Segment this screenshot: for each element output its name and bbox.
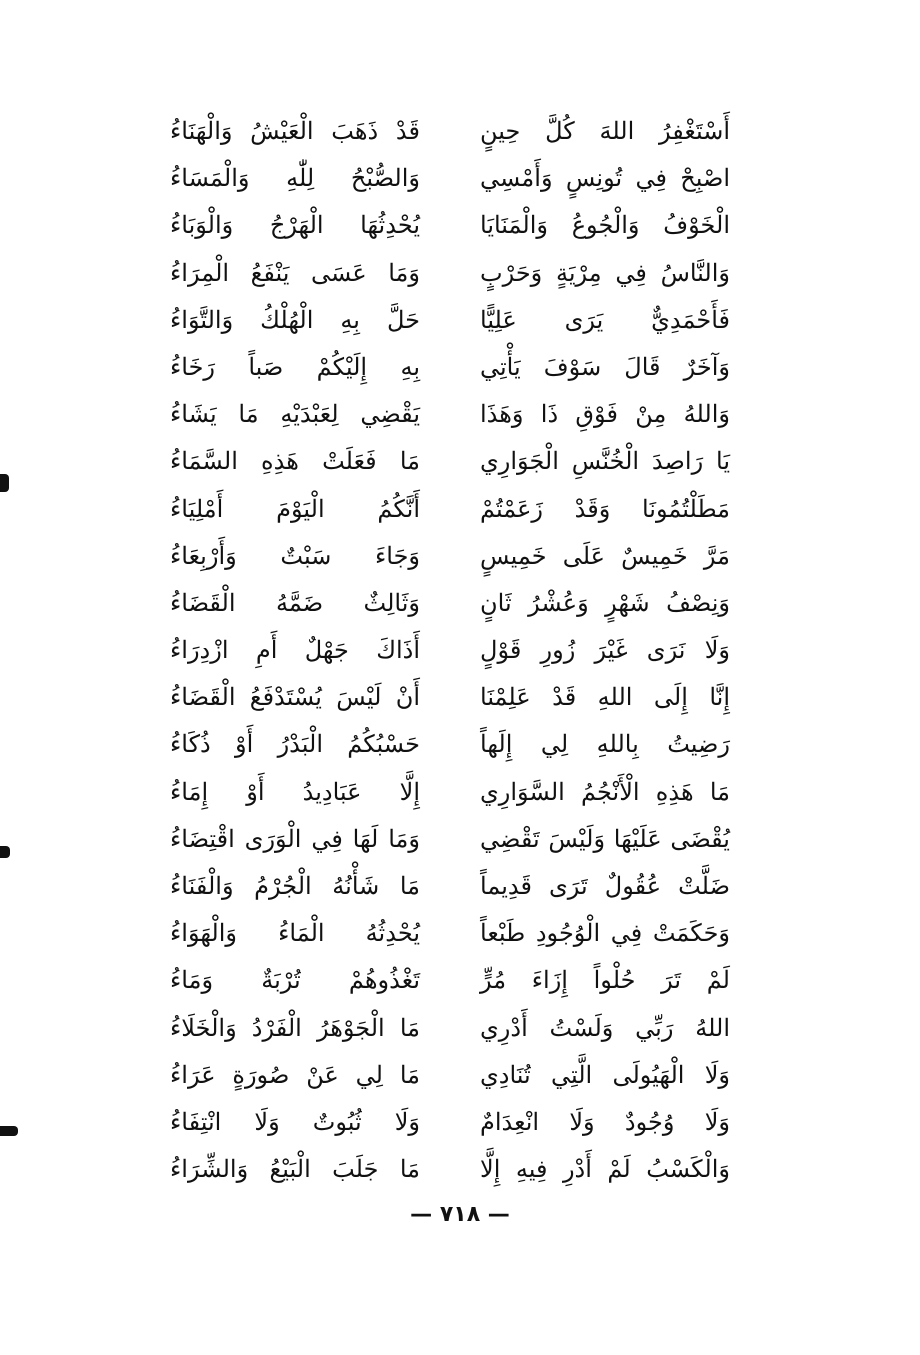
verse-second-hemistich: مَا لِي عَنْ صُورَةٍ عَرَاءُ — [170, 1060, 420, 1089]
verse-line — [170, 627, 730, 674]
verse-line — [170, 391, 730, 438]
page-number: — ٧١٨ — — [410, 1202, 510, 1227]
verse-second-hemistich: يُحْدِثُهُ الْمَاءُ وَالْهَوَاءُ — [170, 919, 420, 948]
verse-first-hemistich: وَلَا الْهَيُولَى الَّتِي تُنَادِي — [480, 1060, 730, 1089]
verse-first-hemistich: رَضِيتُ بِاللهِ لِي إِلَهاً — [480, 730, 730, 759]
verse-line — [170, 1052, 730, 1099]
verse-second-hemistich: أَنَّكُمُ الْيَوْمَ أَمْلِيَاءُ — [170, 494, 420, 523]
verse-second-hemistich: قَدْ ذَهَبَ الْعَيْشُ وَالْهَنَاءُ — [170, 117, 420, 145]
verse-second-hemistich: إِلَّا عَبَادِيدُ أَوْ إِمَاءُ — [170, 777, 420, 806]
verse-second-hemistich: وَجَاءَ سَبْتٌ وَأَرْبِعَاءُ — [170, 541, 420, 570]
verse-line — [170, 863, 730, 910]
verse-first-hemistich: الْخَوْفُ وَالْجُوعُ وَالْمَنَايَا — [480, 211, 730, 240]
verse-line — [170, 344, 730, 391]
verse-first-hemistich: وَالنَّاسُ فِي مِرْيَةٍ وَحَرْبٍ — [480, 258, 730, 287]
verse-first-hemistich: يُقْضَى عَلَيْهَا وَلَيْسَ تَقْضِي — [480, 824, 730, 853]
verse-second-hemistich: وَمَا عَسَى يَنْفَعُ الْمِرَاءُ — [170, 258, 420, 287]
verse-line — [170, 910, 730, 957]
verse-line — [170, 1146, 730, 1193]
verse-line — [170, 580, 730, 627]
verse-line — [170, 1099, 730, 1146]
poem — [170, 108, 730, 1193]
verse-line — [170, 533, 730, 580]
verse-first-hemistich: مَطَلْتُمُونَا وَقَدْ زَعَمْتُمْ — [480, 494, 730, 523]
verse-line — [170, 674, 730, 721]
verse-second-hemistich: أَنْ لَيْسَ يُسْتَدْفَعُ الْقَضَاءُ — [170, 683, 420, 712]
verse-first-hemistich: لَمْ تَرَ حُلْواً إِزَاءَ مُرٍّ — [480, 966, 730, 995]
verse-first-hemistich: وَاللهُ مِنْ فَوْقِ ذَا وَهَذَا — [480, 400, 730, 429]
verse-second-hemistich: يَقْضِي لِعَبْدَيْهِ مَا يَشَاءُ — [170, 400, 420, 429]
verse-first-hemistich: وَلَا وُجُودٌ وَلَا انْعِدَامٌ — [480, 1107, 730, 1136]
verse-line — [170, 1005, 730, 1052]
page-edge-mark — [0, 846, 10, 858]
verse-second-hemistich: يُحْدِثُهَا الْهَرْجُ وَالْوَبَاءُ — [170, 211, 420, 240]
verse-second-hemistich: حَلَّ بِهِ الْهُلْكُ وَالتَّوَاءُ — [170, 305, 420, 334]
verse-first-hemistich: وَحَكَمَتْ فِي الْوُجُودِ طَبْعاً — [480, 919, 730, 948]
verse-line — [170, 721, 730, 768]
verse-line — [170, 769, 730, 816]
verse-second-hemistich: وَلَا ثُبُوتٌ وَلَا انْتِفَاءُ — [170, 1107, 420, 1136]
verse-line — [170, 957, 730, 1004]
verse-line — [170, 486, 730, 533]
verse-first-hemistich: مَا هَذِهِ الْأَنْجُمُ السَّوَارِي — [480, 777, 730, 806]
verse-second-hemistich: حَسْبُكُمُ الْبَدْرُ أَوْ ذُكَاءُ — [170, 730, 420, 759]
verse-second-hemistich: وَثَالِثٌ ضَمَّهُ الْقَضَاءُ — [170, 588, 420, 617]
verse-second-hemistich: أَذَاكَ جَهْلٌ أَمِ ازْدِرَاءُ — [170, 636, 420, 665]
verse-second-hemistich: وَمَا لَهَا فِي الْوَرَى اقْتِضَاءُ — [170, 824, 420, 853]
verse-second-hemistich: مَا الْجَوْهَرُ الْفَرْدُ وَالْخَلَاءُ — [170, 1013, 420, 1042]
verse-line — [170, 108, 730, 155]
page-edge-mark — [0, 1126, 18, 1136]
verse-first-hemistich: اللهُ رَبِّي وَلَسْتُ أَدْرِي — [480, 1013, 730, 1042]
verse-first-hemistich: أَسْتَغْفِرُ اللهَ كُلَّ حِينٍ — [480, 117, 730, 145]
verse-first-hemistich: إِنَّا إِلَى اللهِ قَدْ عَلِمْنَا — [480, 683, 730, 712]
verse-line — [170, 297, 730, 344]
verse-line — [170, 816, 730, 863]
verse-first-hemistich: وَآخَرٌ قَالَ سَوْفَ يَأْتِي — [480, 352, 730, 381]
verse-first-hemistich: يَا رَاصِدَ الْخُنَّسِ الْجَوَارِي — [480, 447, 730, 476]
verse-first-hemistich: فَأَحْمَدِيٌّ يَرَى عَلِيًّا — [480, 305, 730, 334]
verse-second-hemistich: تَغْذُوهُمْ تُرْبَةٌ وَمَاءُ — [170, 966, 420, 995]
verse-first-hemistich: وَالْكَسْبُ لَمْ أَدْرِ فِيهِ إِلَّا — [480, 1155, 730, 1184]
verse-second-hemistich: مَا جَلَبَ الْبَيْعُ وَالشِّرَاءُ — [170, 1155, 420, 1184]
verse-second-hemistich: مَا فَعَلَتْ هَذِهِ السَّمَاءُ — [170, 447, 420, 476]
verse-line — [170, 155, 730, 202]
verse-first-hemistich: وَنِصْفُ شَهْرٍ وَعُشْرُ ثَانٍ — [480, 588, 730, 617]
verse-second-hemistich: بِهِ إِلَيْكُمْ صَباً رَخَاءُ — [170, 352, 420, 381]
verse-first-hemistich: اصْبِحْ فِي تُونِسٍ وَأَمْسِي — [480, 164, 730, 193]
verse-second-hemistich: مَا شَأْنُهُ الْجُرْمُ وَالْفَنَاءُ — [170, 872, 420, 900]
verse-first-hemistich: مَرَّ خَمِيسٌ عَلَى خَمِيسٍ — [480, 541, 730, 570]
verse-second-hemistich: وَالصُّبْحُ لِلّٰهِ وَالْمَسَاءُ — [170, 164, 420, 193]
verse-line — [170, 202, 730, 249]
verse-line — [170, 250, 730, 297]
verse-first-hemistich: ضَلَّتْ عُقُولٌ تَرَى قَدِيماً — [480, 872, 730, 900]
page-edge-mark — [0, 474, 9, 492]
verse-first-hemistich: وَلَا نَرَى غَيْرَ زُورِ قَوْلٍ — [480, 636, 730, 665]
verse-line — [170, 438, 730, 485]
